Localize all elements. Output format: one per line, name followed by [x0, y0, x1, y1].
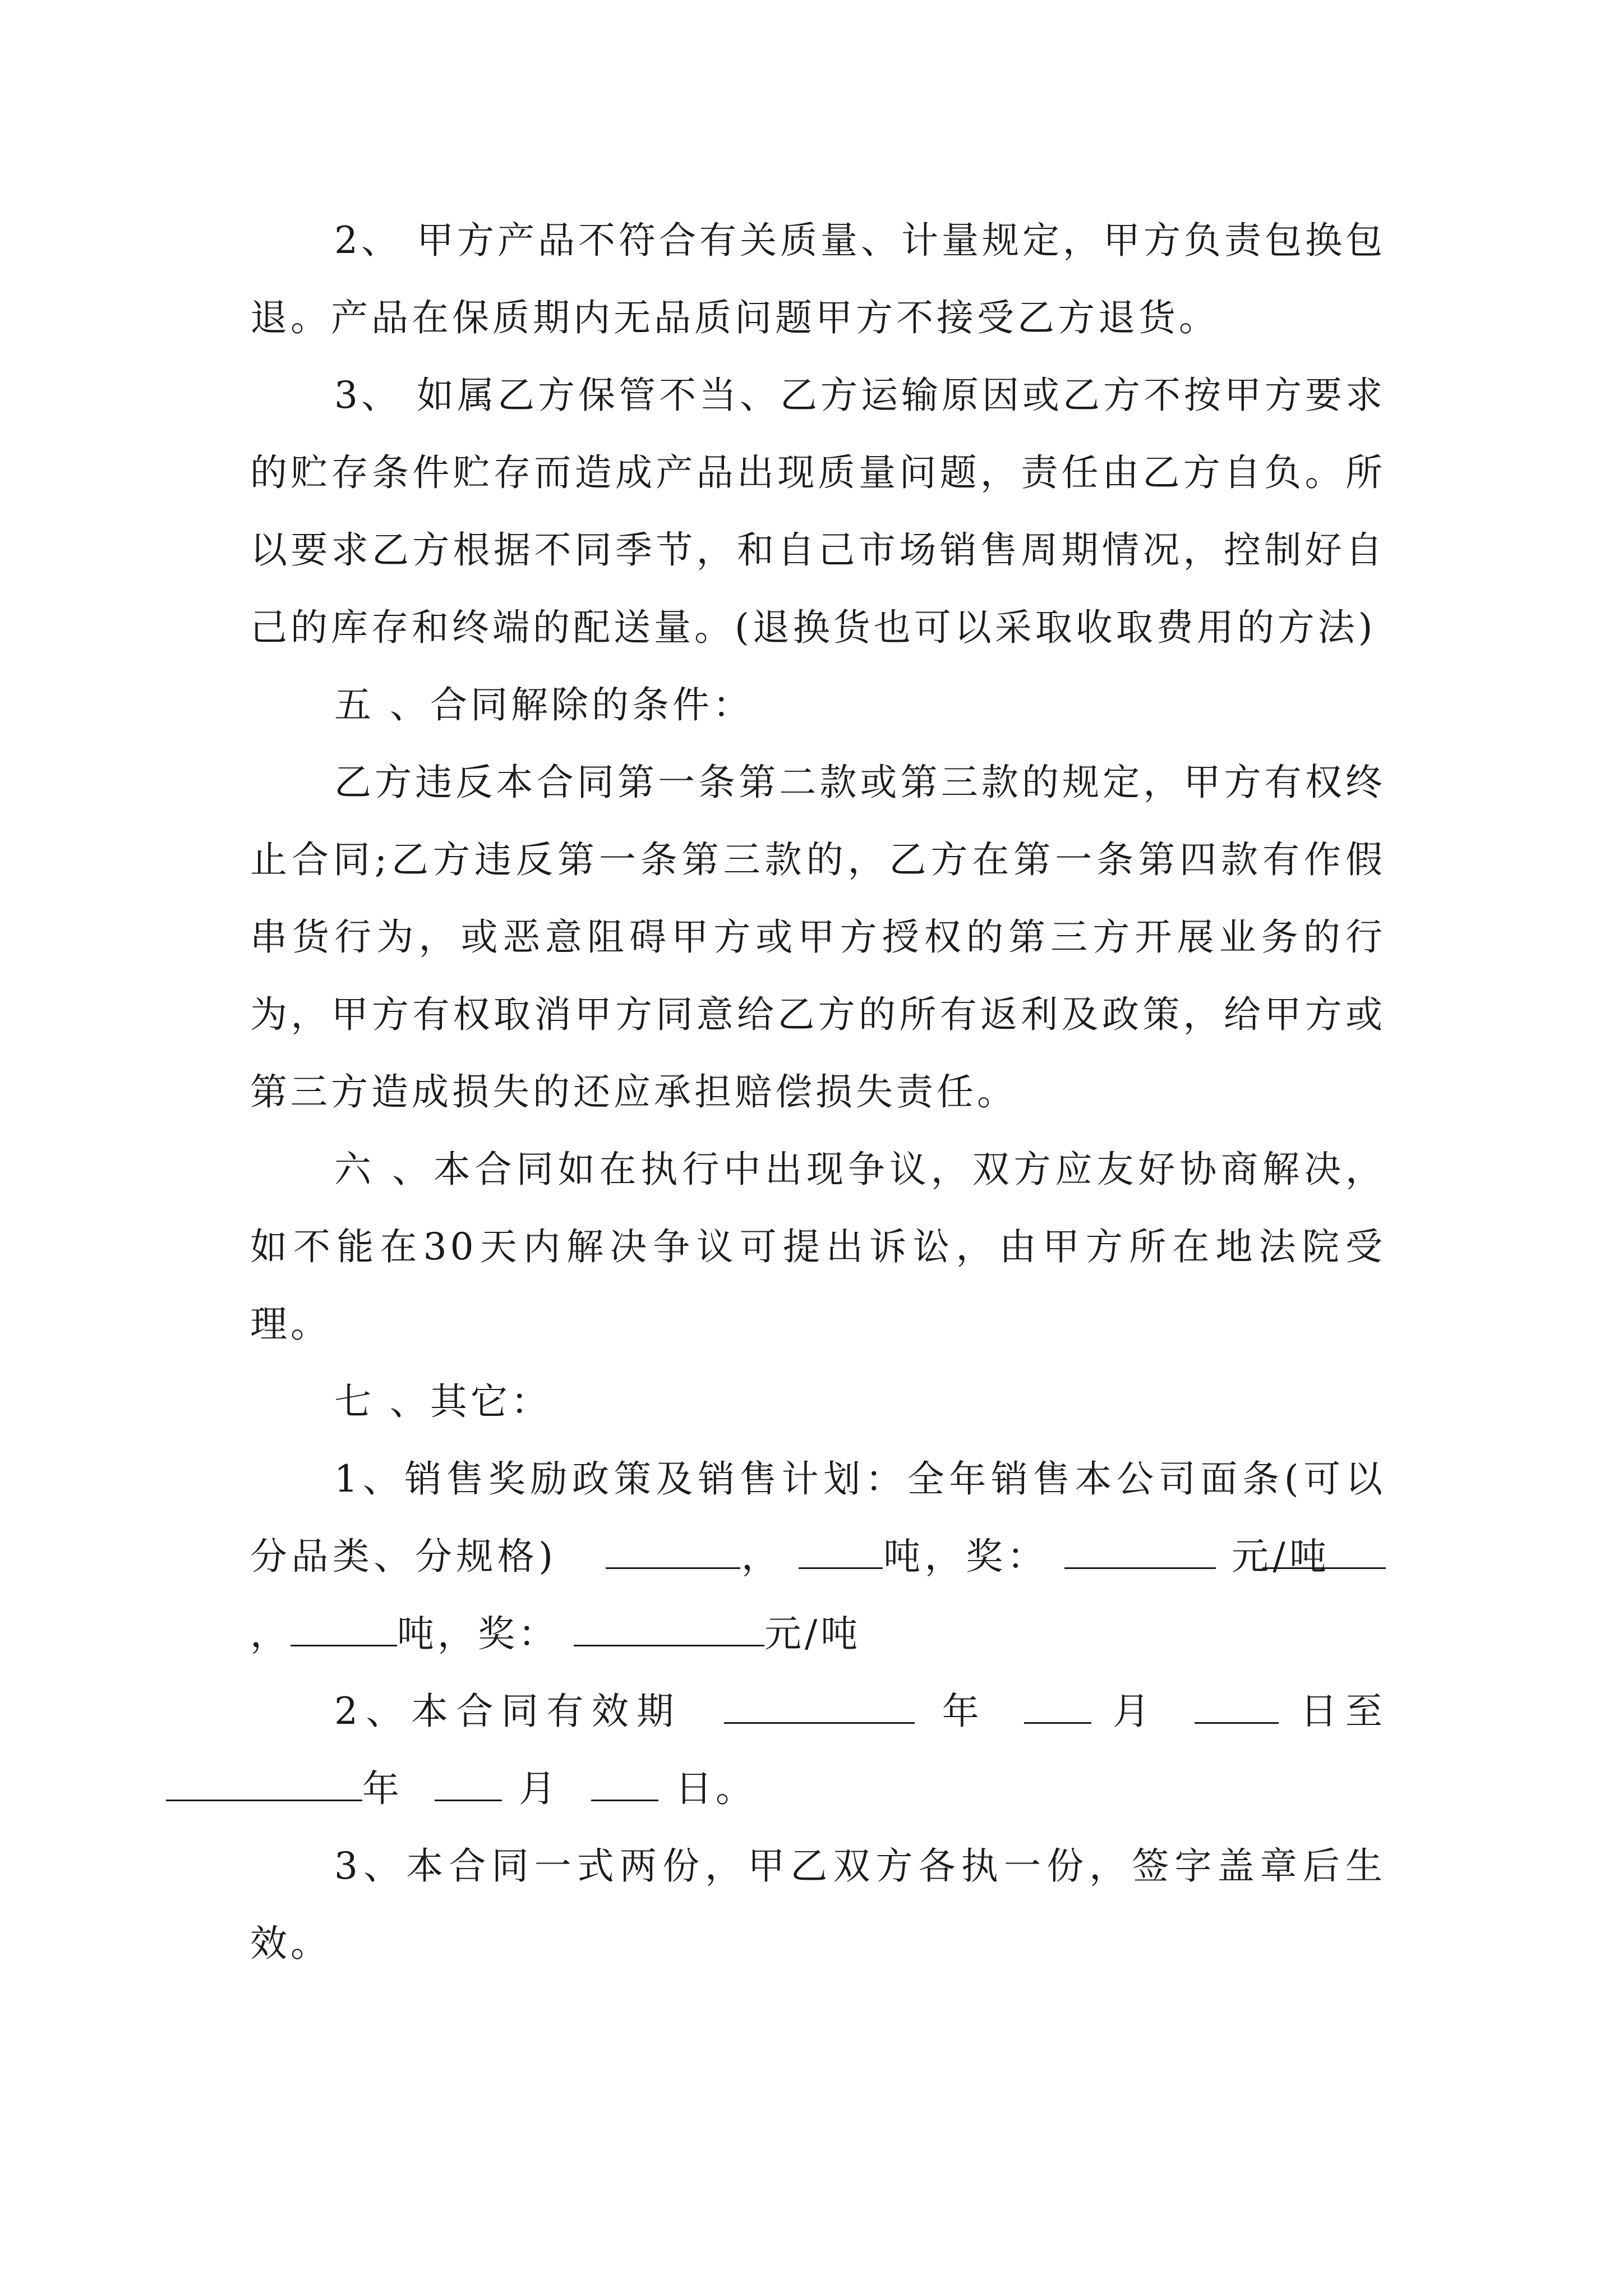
section-heading-other: 七 、其它： — [334, 1380, 551, 1423]
sales-unit-yuan-per-ton-1: 元/吨 — [1232, 1535, 1331, 1578]
blank-tons-1 — [799, 1534, 883, 1569]
term-month-label-2: 月 — [518, 1767, 559, 1810]
paragraph-storage-clause: 3、 如属乙方保管不当、乙方运输原因或乙方不按甲方要求的贮存条件贮存而造成产品出现质量问题，责任由乙方自负。所以要求乙方根据不同季节，和自己市场销售周期情况，控制好自己的库存和终端的配送量。(退换货也可以采取收取费用的方法) — [250, 374, 1386, 649]
paragraph-contract-term — [250, 1673, 1386, 1828]
blank-quantity-1 — [606, 1534, 740, 1569]
paragraph-termination-conditions: 乙方违反本合同第一条第二款或第三款的规定，甲方有权终止合同;乙方违反第一条第三款的，乙方在第一条第四款有作假串货行为，或恶意阻碍甲方或甲方授权的第三方开展业务的行为，甲方有权取消甲方同意给乙方的所有返利及政策，给甲方或第三方造成损失的还应承担赔偿损失责任。 — [250, 761, 1386, 1114]
sales-unit-yuan-per-ton-2: 元/吨 — [764, 1612, 861, 1655]
blank-reward-1 — [1064, 1534, 1216, 1569]
term-day-label-1: 日至 — [1295, 1690, 1386, 1733]
blank-tons-2 — [291, 1611, 397, 1646]
paragraph-dispute-resolution: 六 、本合同如在执行中出现争议，双方应友好协商解决，如不能在30天内解决争议可提出诉讼，由甲方所在地法院受理。 — [250, 1148, 1386, 1346]
blank-reward-2 — [574, 1611, 764, 1646]
sales-unit-tons-reward-2: 吨，奖： — [397, 1612, 559, 1655]
blank-end-year — [166, 1766, 362, 1801]
sales-separator-2: ， — [250, 1612, 291, 1655]
paragraph-sales-incentive — [250, 1441, 1386, 1673]
blank-end-day — [591, 1766, 658, 1801]
term-month-label-1: 月 — [1108, 1690, 1158, 1733]
blank-start-day — [1195, 1688, 1279, 1724]
document-body — [250, 202, 1386, 1982]
paragraph-quality-clause: 2、 甲方产品不符合有关质量、计量规定，甲方负责包换包退。产品在保质期内无品质问题甲方不接受乙方退货。 — [250, 219, 1386, 339]
term-year-label-2: 年 — [362, 1767, 403, 1810]
blank-start-year — [724, 1688, 915, 1724]
paragraph-copies-clause: 3、本合同一式两份，甲乙双方各执一份，签字盖章后生效。 — [250, 1844, 1386, 1965]
blank-quantity-2 — [1262, 1534, 1386, 1569]
sales-unit-tons-reward-1: 吨，奖： — [882, 1535, 1049, 1578]
blank-start-month — [1024, 1688, 1091, 1724]
term-day-label-2: 日。 — [675, 1767, 756, 1810]
blank-end-month — [435, 1766, 502, 1801]
term-year-label-1: 年 — [937, 1690, 988, 1733]
term-intro: 2、本合同有效期 — [334, 1690, 682, 1733]
section-heading-termination: 五 、合同解除的条件： — [334, 683, 753, 726]
sales-separator-1: ， — [740, 1535, 783, 1578]
sales-incentive-intro: 1、销售奖励政策及销售计划：全年销售本公司面条(可以分品类、分规格) — [250, 1457, 1386, 1578]
